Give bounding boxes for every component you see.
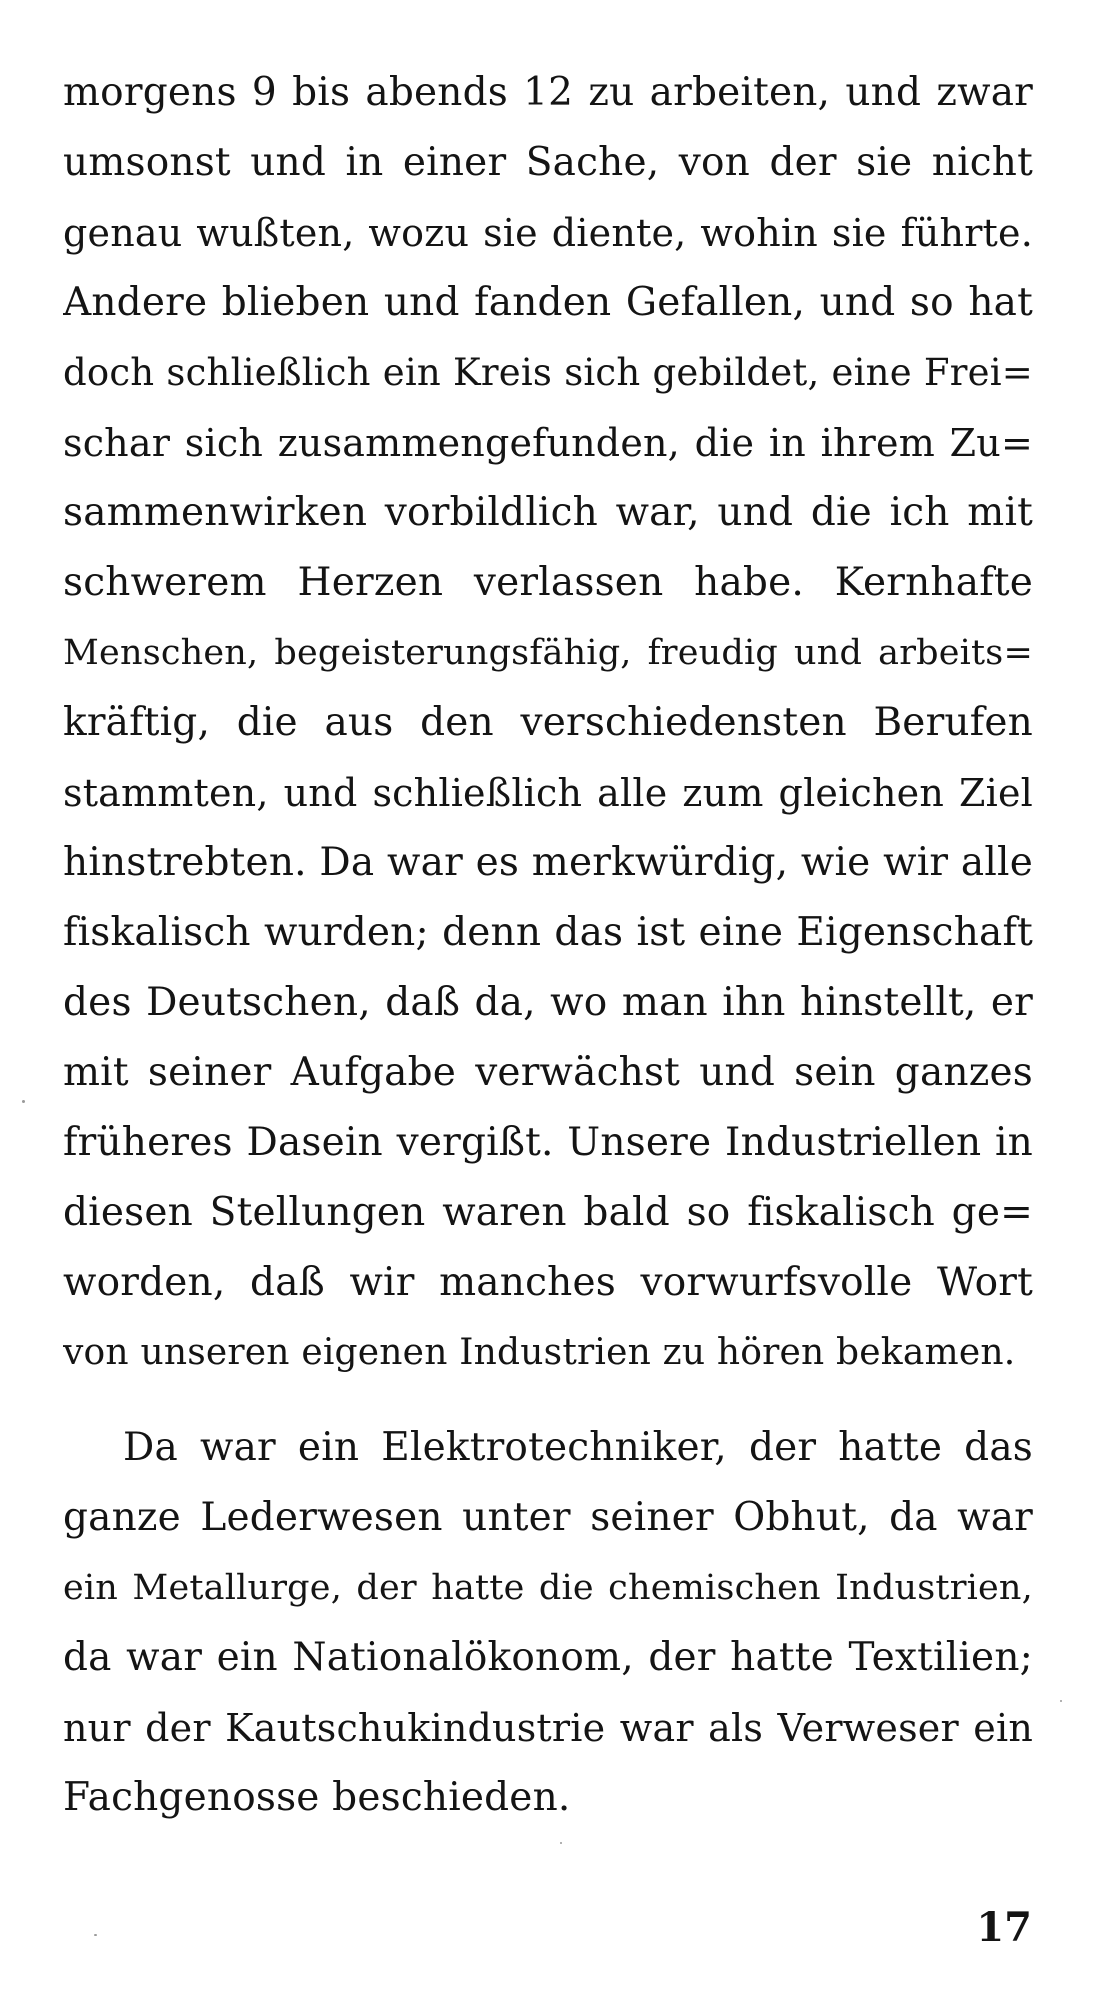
text-line: ein Metallurge, der hatte die chemischen Industrien, bbox=[63, 1568, 1033, 1608]
paragraph-1 bbox=[63, 58, 1033, 1388]
page-number: 17 bbox=[976, 1904, 1032, 1951]
text-line: fiskalisch wurden; denn das ist eine Eigenschaft bbox=[63, 910, 1033, 955]
text-line: da war ein Nationalökonom, der hatte Textilien; bbox=[63, 1635, 1033, 1680]
text-line: umsonst und in einer Sache, von der sie nicht bbox=[63, 140, 1033, 185]
text-line: Fachgenosse beschieden. bbox=[63, 1775, 571, 1820]
paper-speck bbox=[560, 1842, 562, 1844]
text-line: ganze Lederwesen unter seiner Obhut, da war bbox=[63, 1495, 1033, 1540]
text-line: worden, daß wir manches vorwurfsvolle Wort bbox=[63, 1260, 1033, 1305]
text-line: des Deutschen, daß da, wo man ihn hinstellt, er bbox=[63, 980, 1033, 1025]
text-line: Da war ein Elektrotechniker, der hatte das bbox=[123, 1425, 1033, 1470]
text-line: schar sich zusammengefunden, die in ihrem Zu= bbox=[63, 421, 1033, 465]
text-line: hinstrebten. Da war es merkwürdig, wie wir alle bbox=[63, 840, 1033, 885]
paper-speck bbox=[1060, 1700, 1062, 1702]
text-line: sammenwirken vorbildlich war, und die ich mit bbox=[63, 490, 1033, 535]
text-line: stammten, und schließlich alle zum gleichen Ziel bbox=[63, 771, 1033, 815]
text-line: doch schließlich ein Kreis sich gebildet, eine Frei= bbox=[63, 351, 1033, 394]
paper-speck bbox=[94, 1934, 97, 1936]
text-line: nur der Kautschukindustrie war als Verweser ein bbox=[63, 1706, 1033, 1750]
text-line: Menschen, begeisterungsfähig, freudig und arbeits= bbox=[63, 633, 1033, 673]
text-line: kräftig, die aus den verschiedensten Berufen bbox=[63, 700, 1033, 745]
paper-speck bbox=[22, 1100, 25, 1103]
text-line: früheres Dasein vergißt. Unsere Industriellen in bbox=[63, 1120, 1033, 1165]
paragraph-2 bbox=[63, 1413, 1033, 1833]
text-line: schwerem Herzen verlassen habe. Kernhafte bbox=[63, 560, 1033, 605]
text-line: mit seiner Aufgabe verwächst und sein ganzes bbox=[63, 1050, 1033, 1095]
text-line: von unseren eigenen Industrien zu hören bekamen. bbox=[63, 1332, 1016, 1373]
text-line: Andere blieben und fanden Gefallen, und so hat bbox=[63, 280, 1033, 325]
text-line: diesen Stellungen waren bald so fiskalisch ge= bbox=[63, 1190, 1033, 1235]
text-line: morgens 9 bis abends 12 zu arbeiten, und zwar bbox=[63, 70, 1033, 115]
text-line: genau wußten, wozu sie diente, wohin sie führte. bbox=[63, 211, 1033, 255]
